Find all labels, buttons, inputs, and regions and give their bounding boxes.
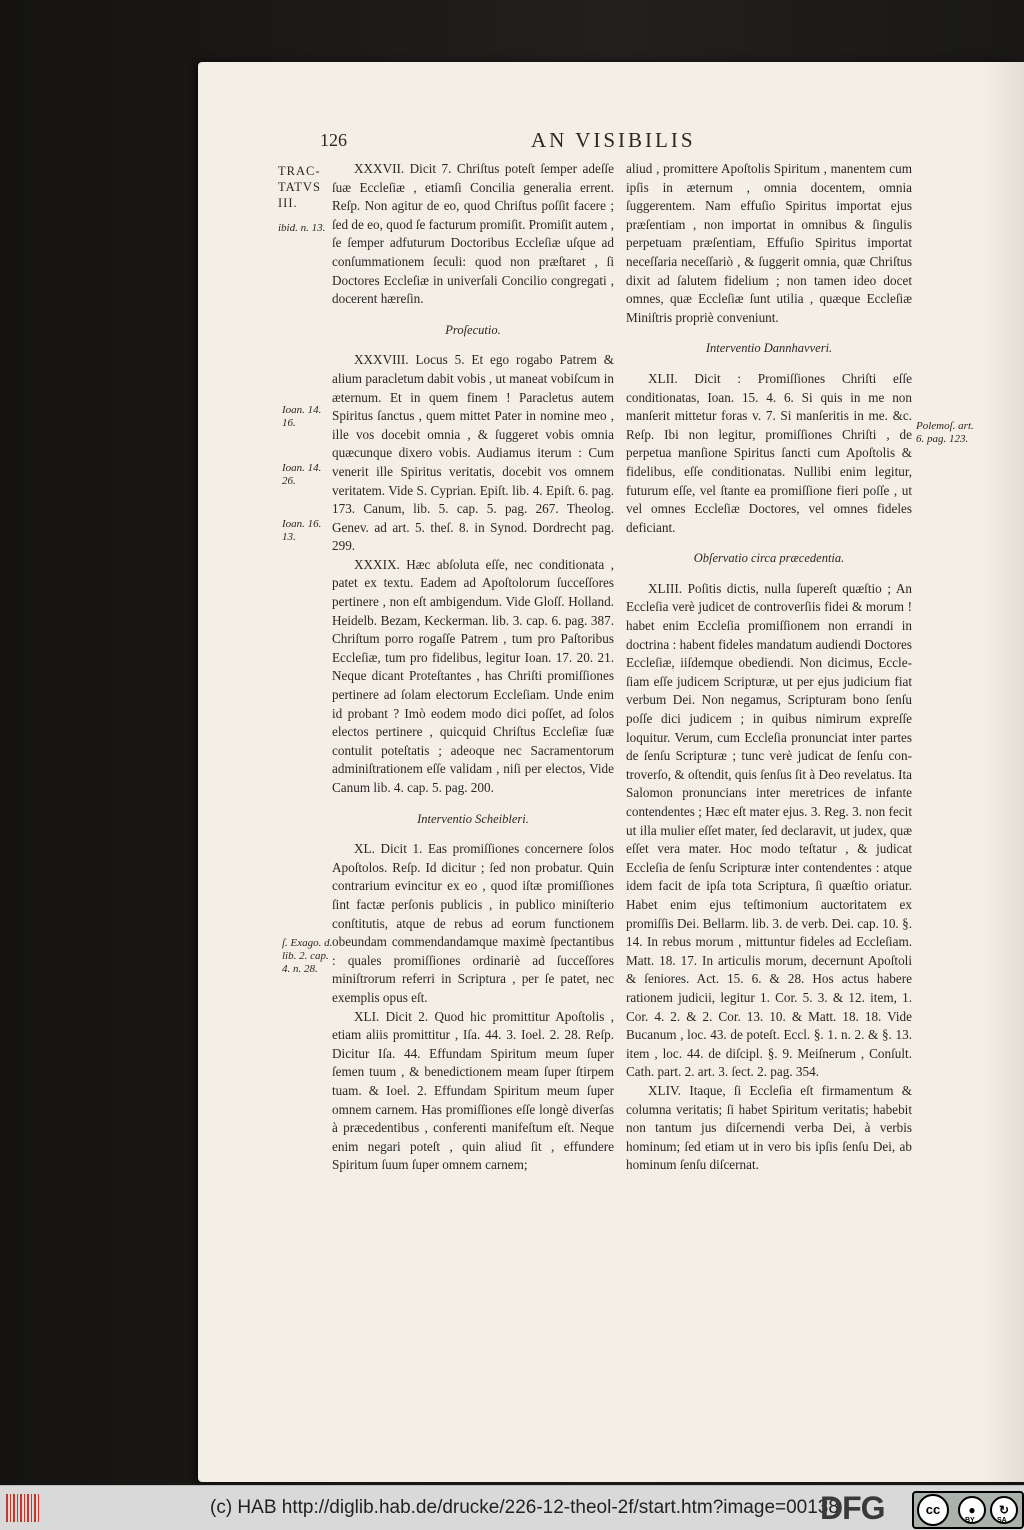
paragraph-xliii: XLIII. Poſitis dictis, nulla ſupereſt quæſtio ; An Eccleſia verè judicet de controverſiis fidei & morum ! habet enim Eccleſia promiſſionem non errandi in doctrina : habent fideles mandatum audiendi Doctores Eccleſiæ, iiſdemque obediendi. Non dicimus, Eccleſiam eſſe judicem Scripturæ, ut per ejus judicium fiat verbum Dei. Non negamus, Scripturam bono ſenſu poſſe dici judicem ; in quibus nimirum expreſſe loquitur. Verum, cum Eccleſia pronunciat inter partes de ſenſu Scripturæ ; tunc verè judicat de ſenſu controverſo, & oſtendit, quis ſenſus ſit à Deo revelatus. Ita Salomon pronuncians inter meretrices de infante contendentes ; Hæc eſt mater ejus. 3. Reg. 3. non fecit ut illa mulier eſſet mater, ſed declaravit, ut judex, quæ eſſet vera mater. Hoc modo teſtatur , & judicat Eccleſia de ſenſu Scripturæ inter contendentes : atque idem facit de ipſa tota Scriptura, ſi quæſtio oriatur. Habet enim ejus teſtimonium auctoritatem ex promiſſis Dei. Bellarm. lib. 3. de verb. Dei. cap. 10. §. 14. In rebus morum , mittuntur fideles ad Eccleſiam. Matt. 18. 17. In articulis morum, decernunt Apoſtoli & ſeniores. Act. 15. 6. & 28. Hos actus habere rationem judicii, legitur 1. Cor. 5. 3. & 12. item, 1. Cor. 4. 2. & 2. Cor. 13. 10. & Matt. 18. 18. Vide Bucanum , loc. 43. de poteſt. Eccl. §. 1. n. 2. & §. 13. item , loc. 44. de diſcipl. §. 9. Meiſnerum , Conſult. Cath. part. 2. art. 3. ſect. 2. pag. 354. bbox=[626, 580, 912, 1080]
running-head: AN VISIBILIS bbox=[531, 128, 696, 152]
barcode-icon bbox=[6, 1494, 40, 1522]
paragraph-xxxix: XXXIX. Hæc abſoluta eſſe, nec conditionata , patet ex textu. Eadem ad Apoſtolorum ſucceſſores pertinere , non eſt ambigendum. Vide Gloſſ. Holland. Heidelb. Bezam, Keckerman. lib. 3. cap. 6. pag. 387. Chriſtum porro rogaſſe Patrem , tum pro Paſtoribus Eccleſiæ, tum pro fidelibus, legitur Ioan. 17. 20. 21. Neque dicant Proteſtantes , has Chriſti promiſſiones pertinere ad ſolam electorum Eccleſiam. Unde enim id probant ? Imò eodem modo dici poſſet, ad ſolos electos pertinere , quicquid Chriſtus Eccleſiæ ſuæ contulit poteſtatis ; adeoque nec Sacramentorum adminiſtrationem eſſe validam , niſi per electos, Vide Canum lib. 4. cap. 5. pag. 200. bbox=[332, 556, 614, 795]
share-alike-icon: ↻ bbox=[990, 1496, 1018, 1524]
margin-note-polemos: Polemoſ. art. 6. pag. 123. bbox=[916, 420, 974, 445]
section-heading-prosecutio: Proſecutio. bbox=[445, 322, 501, 337]
margin-note-ioan-14-16: Ioan. 14. 16. bbox=[282, 404, 322, 429]
paragraph-xli-continued: aliud , promittere Apoſtolis Spiritum , manentem cum ipſis in æternum , omnia docentem, omnia ſuggerentem. Nam effuſio Spiritus importat ejus præſentiam , non importat in omnibus & ſingulis perpetuam præſentiam, Effuſio Spiritus importat neceſſaria neceſſariò , & ſuggerit omnia, quæ Chriſtus dixit ad ſalutem fidelium ; non tamen ideo docet omnes, quæ Eccleſiæ ſunt utilia , quæque Eccleſiæ Miniſtris propriè conveniunt. bbox=[626, 161, 912, 325]
margin-note-ioan-16-13: Ioan. 16. 13. bbox=[282, 518, 322, 543]
dfg-logo: DFG bbox=[820, 1490, 885, 1526]
footer-bar bbox=[0, 1485, 1024, 1530]
attribution-icon: ● bbox=[958, 1496, 986, 1524]
page-number: 126 bbox=[320, 130, 347, 150]
paragraph-xliv: XLIV. Itaque, ſi Eccleſia eſt firmamentum & columna veritatis; ſi habet Spiritum veritatis; habebit non tantum jus diſcernendi verba Dei, à verbis hominum; ſed etiam ut in vero bis ipſis ſenſu Dei, ab hominum ſenſu diſcernat. bbox=[626, 1082, 912, 1173]
paragraph-xxxvii: XXXVII. Dicit 7. Chriſtus poteſt ſemper adeſſe ſuæ Eccleſiæ , etiamſi Concilia generalia errent. Reſp. Non agitur de eo, quod Chriſtus poſſit facere ; ſed de eo, quod ſe facturum promiſit. Promiſit autem , ſe ſemper adfuturum Doctoribus Eccleſiæ uſque ad conſummationem ſeculi: quod non præſtaret , ſi Doctores Eccleſiæ in univerſali Concilio congregati , docerent hæreſin. bbox=[332, 161, 615, 307]
paragraph-xli: XLI. Dicit 2. Quod hic promittitur Apoſtolis , etiam aliis promittitur , Iſa. 44. 3. Ioel. 2. 28. Reſp. Dicitur Iſa. 44. Effundam Spiritum meum ſuper ſemen tuum , & benedictionem meam ſuper ſtirpem tuam. & Ioel. 2. Effundam Spiritum meum ſuper omnem carnem. Has promiſſiones eſſe longè diverſas à præcedentibus , conferenti manifeſtum eſt. Neque enim negari poteſt , quin aliud ſit , effundere Spiritum ſuum ſuper omnem carnem; bbox=[332, 1008, 614, 1173]
section-heading-observatio: Obſervatio circa præcedentia. bbox=[693, 551, 845, 566]
margin-note-exago: ſ. Exago. d. lib. 2. cap. 4. n. 28. bbox=[282, 937, 333, 975]
sa-label: SA bbox=[997, 1517, 1007, 1524]
paragraph-xl: XL. Dicit 1. Eas promiſſiones concernere ſolos Apoſtolos. Reſp. Id dicitur ; ſed non probatur. Quin contrarium evincitur ex eo , quod iſtæ promiſſiones ſint factæ perſonis publicis , in publico miniſterio conſtitutis, atque de rebus ad eorum functionem obeundam commendandamque maximè ſpectantibus : quales promiſſiones ordinariè ad ſucceſſores miniſtrorum referri in Scriptura , per ſe patet, nec exemplis opus eſt. bbox=[332, 841, 614, 1005]
by-label: BY bbox=[965, 1517, 975, 1524]
cc-license-badge[interactable] bbox=[912, 1491, 1024, 1529]
cc-icon: cc bbox=[917, 1494, 949, 1526]
right-column bbox=[626, 160, 912, 1175]
section-heading-scheibleri: Interventio Scheibleri. bbox=[417, 811, 529, 826]
section-heading-dannhauveri: Interventio Dannhavveri. bbox=[705, 341, 833, 356]
left-column bbox=[332, 160, 614, 1175]
margin-note-ibid: ibid. n. 13. bbox=[278, 222, 326, 234]
margin-note-ioan-14-26: Ioan. 14. 26. bbox=[282, 462, 322, 487]
paragraph-xxxviii: XXXVIII. Locus 5. Et ego rogabo Patrem & alium paracletum dabit vobis , ut maneat vobiſcum in æternum. Et in quem finem ! Paracletus autem Spiritus ſanctus , quem mittet Pater in nomine meo , ille vos docebit omnia , & ſuggeret vobis omnia quæcunque dixero vobis. Audiamus iterum : Cum venerit ille Spiritus veritatis, docebit vos omnem veritatem. Vide S. Cyprian. Epiſt. lib. 4. Epiſt. 6. pag. 173. Canum, lib. 5. cap. 5. pag. 267. Theolog. Genev. ad art. 5. theſ. 8. in Synod. Dordrecht pag. 299. bbox=[332, 352, 614, 554]
paragraph-xlii: XLII. Dicit : Promiſſiones Chriſti eſſe conditionatas, Ioan. 15. 4. 6. Si quis in me non manſerit mittetur foras v. 7. Si manſeritis in me. &c. Reſp. Ibi non legitur, promiſſiones Chriſti , de perpetua manſione Spiritus ſancti cum Apoſtolis & fidelibus, eſſe conditionatas. Nullibi enim legitur, futurum eſſe, vel ſtante ea promiſſione fieri poſſe , ut vel omnes Eccleſiæ Doctores, vel omnes fideles deficiant. bbox=[626, 370, 912, 535]
margin-note-tractatus: TRAC- TATVS III. bbox=[278, 164, 321, 210]
copyright-link[interactable]: (c) HAB http://diglib.hab.de/drucke/226-12-theol-2f/start.htm?image=00138 bbox=[210, 1497, 839, 1518]
